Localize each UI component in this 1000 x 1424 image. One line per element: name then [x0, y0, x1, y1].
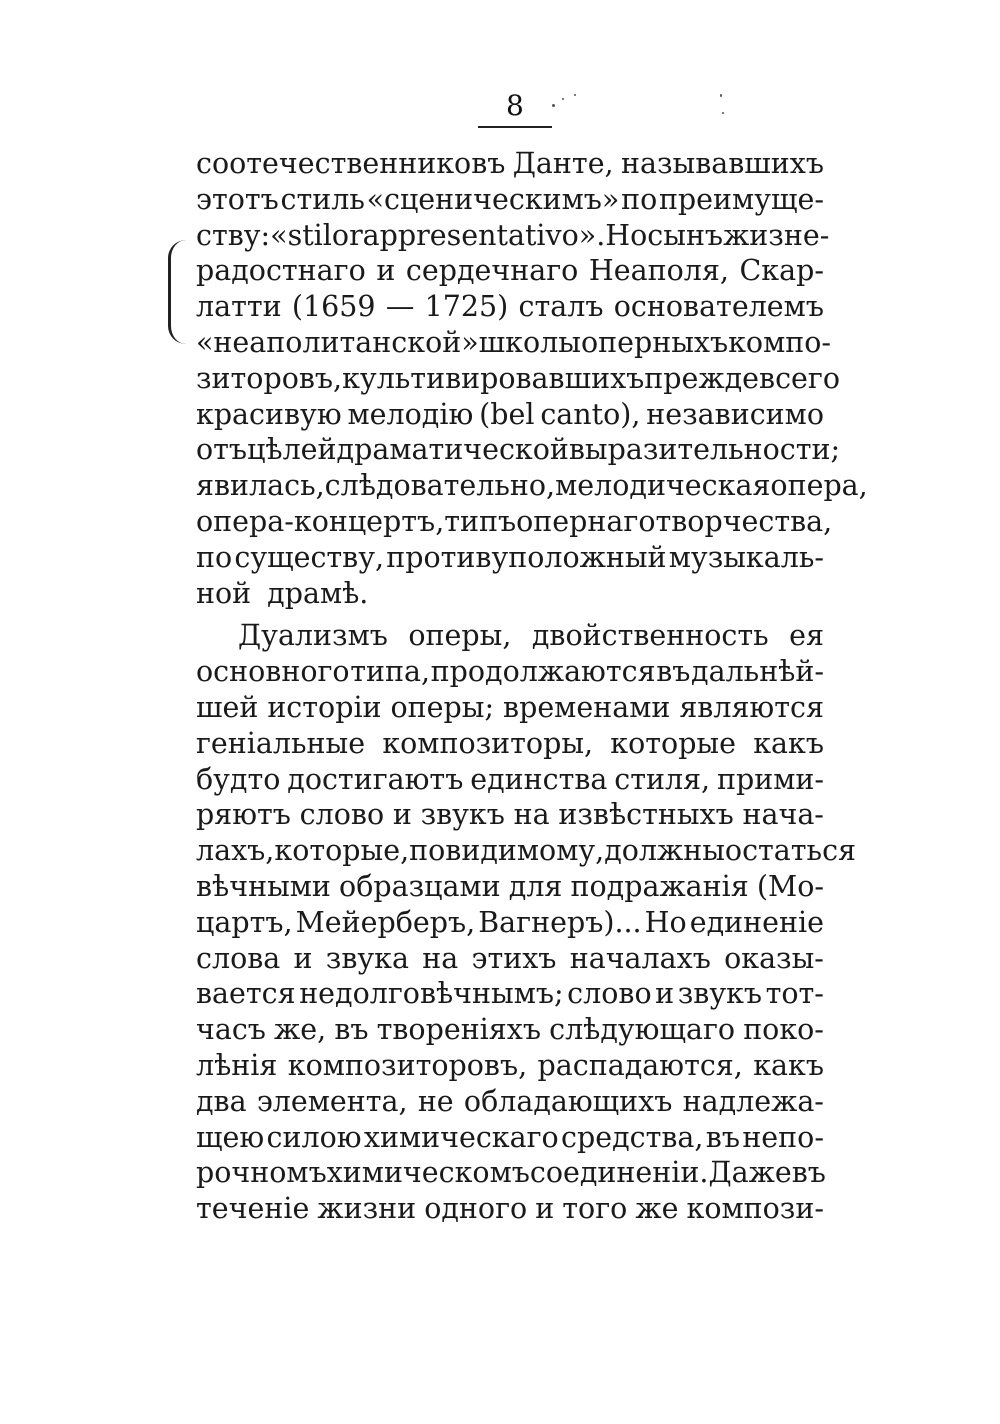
paragraph — [196, 618, 857, 1227]
text-line: часъ же, въ твореніяхъ слѣдующаго поко- — [196, 1013, 824, 1047]
text-line: ряютъ слово и звукъ на извѣстныхъ нача- — [196, 798, 824, 832]
text-line: отъ цѣлей драматической выразительности; — [196, 433, 841, 467]
text-line: латти (1659 — 1725) сталъ основателемъ — [196, 290, 824, 324]
text-line: слова и звука на этихъ началахъ оказы- — [196, 941, 824, 975]
text-line: геніальные композиторы, которые какъ — [196, 726, 824, 760]
text-line: опера-концертъ, типъ опернаго творчества, — [196, 504, 833, 538]
text-line: зиторовъ, культивировавшихъ прежде всего — [196, 361, 841, 395]
page-header — [470, 88, 590, 138]
text-line: этотъ стиль «сценическимъ» по преимуще- — [196, 182, 824, 216]
text-line: щею силою химическаго средства, въ непо- — [196, 1120, 824, 1154]
text-line: вается недолговѣчнымъ; слово и звукъ тот- — [196, 977, 824, 1011]
text-line: по существу, противуположный музыкаль- — [196, 540, 824, 574]
text-line: шей исторіи оперы; временами являются — [196, 690, 824, 724]
header-rule — [478, 126, 552, 128]
text-line: красивую мелодію (bel canto), независимо — [196, 397, 824, 431]
page-number: 8 — [506, 89, 524, 122]
margin-pencil-mark — [168, 240, 190, 344]
text-line: цартъ, Мейерберъ, Вагнеръ)... Но единеніе — [196, 905, 824, 939]
text-line: лахъ, которые, повидимому, должны остаться — [196, 834, 857, 868]
text-line: рочномъ химическомъ соединеніи. Даже въ — [196, 1156, 826, 1190]
text-line: лѣнія композиторовъ, распадаются, какъ — [196, 1048, 824, 1082]
text-line: будто достигаютъ единства стиля, прими- — [196, 762, 824, 796]
text-line: Дуализмъ оперы, двойственность ея — [238, 619, 824, 653]
paragraph — [196, 146, 868, 611]
text-line: вѣчными образцами для подражанія (Мо- — [196, 869, 824, 903]
body-text — [196, 146, 868, 1227]
text-line: ной драмѣ. — [196, 576, 369, 610]
text-line: соотечественниковъ Данте, называвшихъ — [196, 147, 824, 180]
text-line: теченіе жизни одного и того же компози- — [196, 1192, 824, 1226]
text-line: основного типа, продолжаются въ дальнѣй- — [196, 655, 824, 689]
text-line: ству: «stilo rappresentativo». Но сынъ жизне- — [196, 218, 830, 252]
paragraph-gap — [196, 611, 824, 618]
text-line: радостнаго и сердечнаго Неаполя, Скар- — [196, 254, 824, 288]
text-line: два элемента, не обладающихъ надлежа- — [196, 1084, 824, 1118]
text-line: явилась, слѣдовательно, мелодическая опера, — [196, 469, 868, 503]
text-line: «неаполитанской» школы оперныхъ компо- — [196, 325, 832, 359]
